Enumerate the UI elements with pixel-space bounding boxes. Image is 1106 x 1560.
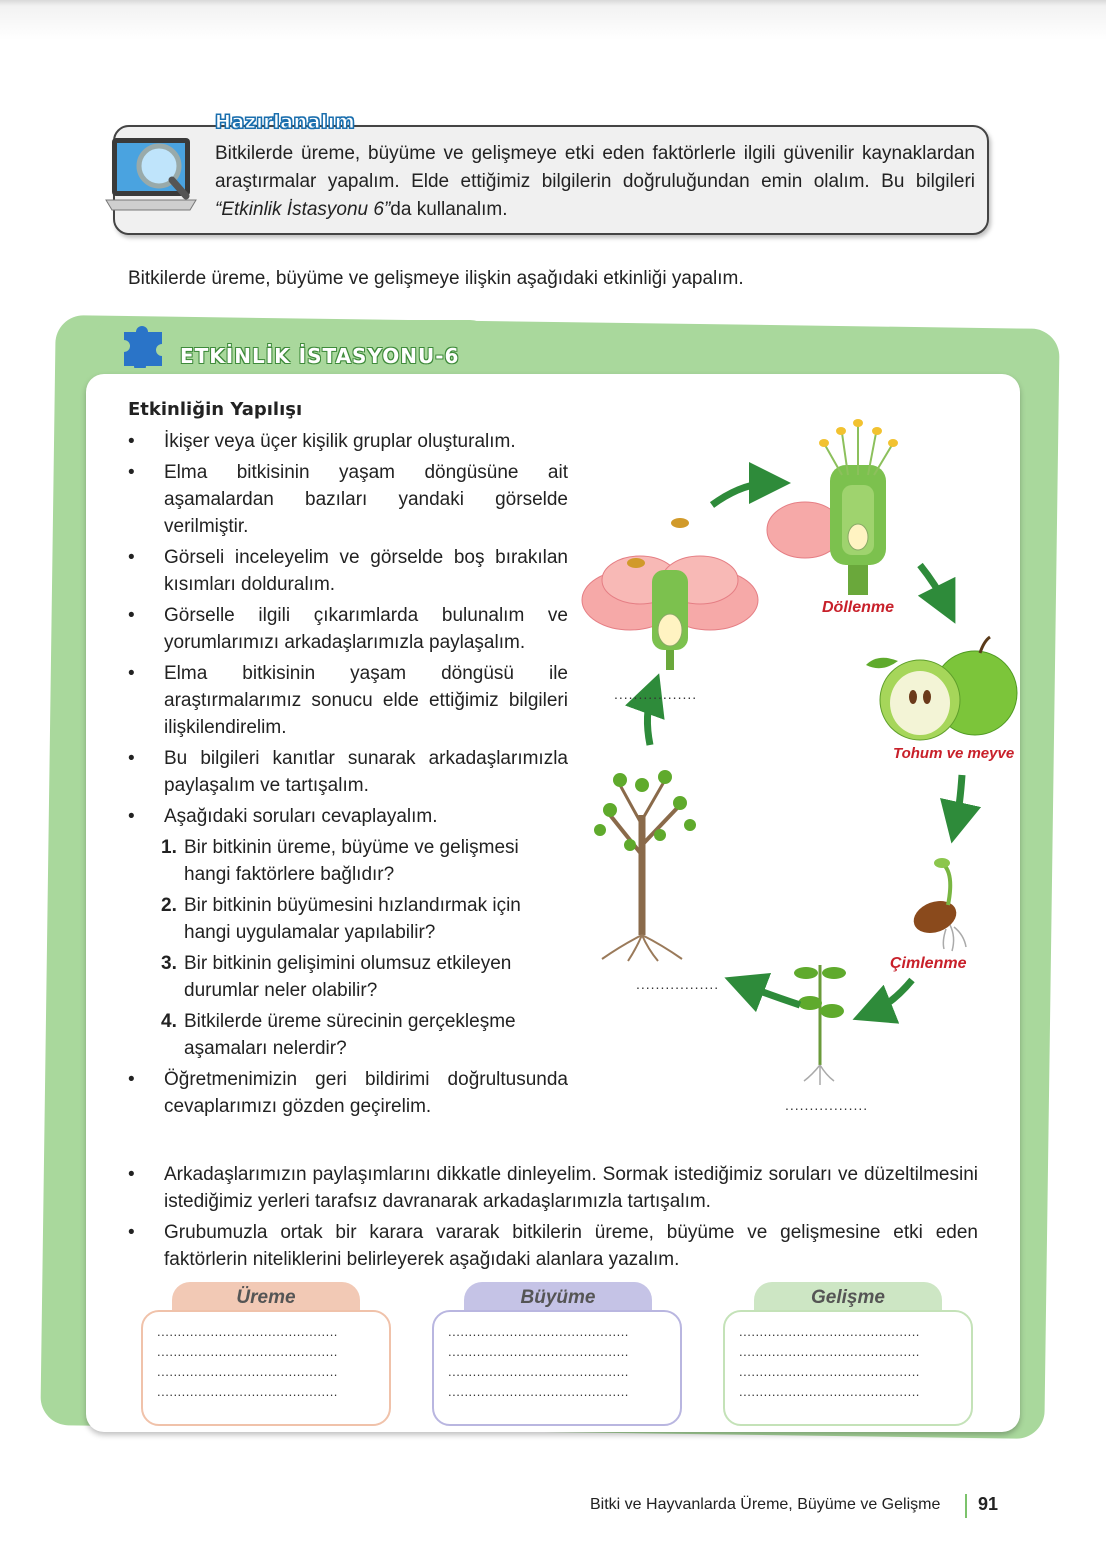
list-item: • Grubumuzla ortak bir karara vararak bitkilerin üreme, büyüme ve gelişmesine etki eden faktörlerin niteliklerini belirleyerek aşağıdaki alanlara yazalım. bbox=[128, 1219, 978, 1273]
list-item: • Aşağıdaki soruları cevaplayalım. bbox=[128, 803, 568, 830]
blank-tree-stage: ................. bbox=[636, 976, 720, 992]
apple-life-cycle-diagram bbox=[580, 405, 1020, 1125]
question-item: 4. Bitkilerde üreme sürecinin gerçekleşme aşamaları nelerdir? bbox=[161, 1011, 516, 1059]
tree-image bbox=[594, 770, 696, 961]
answer-line: ............................................ bbox=[739, 1364, 920, 1379]
blank-flower-stage: ................. bbox=[614, 686, 698, 702]
prep-title: Hazırlanalım bbox=[215, 111, 356, 133]
answer-line: ............................................ bbox=[448, 1324, 629, 1339]
page-number: 91 bbox=[978, 1494, 999, 1514]
answer-line: ............................................ bbox=[157, 1324, 338, 1339]
list-item: • Görseli inceleyelim ve görselde boş bırakılan kısımları dolduralım. bbox=[128, 544, 568, 598]
wide-bullet-list bbox=[128, 1161, 978, 1277]
answer-line: ............................................ bbox=[157, 1384, 338, 1399]
list-item: • Elma bitkisinin yaşam döngüsü ile araştırmalarımız sonucu elde ettiğimiz bilgileri ilişkilendirelim. bbox=[128, 660, 568, 741]
label-germination: Çimlenme bbox=[890, 955, 967, 972]
label-seed-fruit: Tohum ve meyve bbox=[893, 745, 1015, 762]
label-fertilization: Döllenme bbox=[822, 599, 895, 616]
answer-line: ............................................ bbox=[157, 1344, 338, 1359]
answer-line: ............................................ bbox=[739, 1344, 920, 1359]
box-buyume[interactable] bbox=[432, 1310, 682, 1426]
bullet-list bbox=[128, 428, 568, 1124]
answer-line: ............................................ bbox=[448, 1384, 629, 1399]
box-gelisme[interactable] bbox=[723, 1310, 973, 1426]
intro-text: Bitkilerde üreme, büyüme ve gelişmeye ilişkin aşağıdaki etkinliği yapalım. bbox=[128, 268, 744, 289]
list-item: • Öğretmenimizin geri bildirimi doğrultusunda cevaplarımızı gözden geçirelim. bbox=[128, 1066, 568, 1120]
list-item: • Arkadaşlarımızın paylaşımlarını dikkatle dinleyelim. Sormak istediğimiz soruları ve düzeltilmesini istediğimiz yerleri tarafsız davranarak arkadaşlarımızla tartışalım. bbox=[128, 1161, 978, 1215]
question-item: 2. Bir bitkinin büyümesini hızlandırmak için hangi uygulamalar yapılabilir? bbox=[161, 895, 521, 943]
list-item: • Bu bilgileri kanıtlar sunarak arkadaşlarımızla paylaşalım ve tartışalım. bbox=[128, 745, 568, 799]
apple-fruit-image bbox=[866, 637, 1017, 740]
answer-line: ............................................ bbox=[448, 1364, 629, 1379]
box-buyume-tab: Büyüme bbox=[464, 1282, 652, 1316]
box-gelisme-tab: Gelişme bbox=[754, 1282, 942, 1316]
station-title: ETKİNLİK İSTASYONU-6 bbox=[180, 344, 460, 368]
howto-title: Etkinliğin Yapılışı bbox=[128, 399, 303, 420]
list-item: • Görselle ilgili çıkarımlarda bulunalım ve yorumlarımızı arkadaşlarımızla paylaşalım. bbox=[128, 602, 568, 656]
prep-text: Bitkilerde üreme, büyüme ve gelişmeye etki eden faktörlerle ilgili güvenilir kaynaklardan araştırmalar yapalım. Elde ettiğimiz bilgilerin doğruluğundan emin olalım. Bu bilgileri “Etkinlik İstasyonu 6”da kullanalım. bbox=[215, 143, 975, 220]
box-ureme[interactable] bbox=[141, 1310, 391, 1426]
list-item: • İkişer veya üçer kişilik gruplar oluşturalım. bbox=[128, 428, 568, 455]
answer-line: ............................................ bbox=[739, 1324, 920, 1339]
answer-line: ............................................ bbox=[157, 1364, 338, 1379]
blank-seedling-stage: ................. bbox=[785, 1097, 869, 1113]
list-item: • Elma bitkisinin yaşam döngüsüne ait aşamalardan bazıları yandaki görselde verilmiştir. bbox=[128, 459, 568, 540]
open-flower-image bbox=[582, 556, 758, 670]
question-item: 3. Bir bitkinin gelişimini olumsuz etkileyen durumlar neler olabilir? bbox=[161, 953, 512, 1001]
question-item: 1. Bir bitkinin üreme, büyüme ve gelişmesi hangi faktörlere bağlıdır? bbox=[161, 837, 519, 885]
puzzle-icon bbox=[118, 318, 174, 368]
seedling-image bbox=[794, 965, 846, 1085]
fertilized-flower-image bbox=[767, 419, 898, 595]
answer-line: ............................................ bbox=[448, 1344, 629, 1359]
answer-line: ............................................ bbox=[739, 1384, 920, 1399]
footer-title: Bitki ve Hayvanlarda Üreme, Büyüme ve Gelişme bbox=[590, 1496, 941, 1513]
laptop-search-icon bbox=[104, 130, 200, 220]
germinating-seed-image bbox=[909, 858, 966, 951]
footer-divider bbox=[965, 1494, 967, 1518]
box-ureme-tab: Üreme bbox=[172, 1282, 360, 1316]
